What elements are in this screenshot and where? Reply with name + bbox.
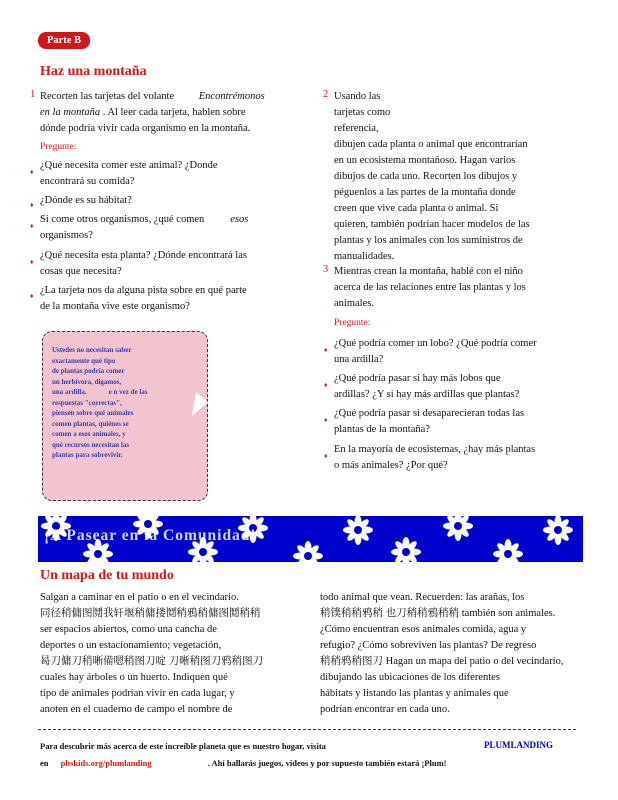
- pregunte-label-left: Pregunte:: [40, 142, 77, 152]
- callout-line: un herbívora, digamos,: [52, 377, 122, 386]
- map-right-line: dibujando las ubicaciones de los diferentes: [320, 672, 500, 683]
- question-right-2-line-1: ¿Qué podría pasar si hay más lobos que: [334, 373, 501, 384]
- step-2-line: plantas y los animales con los suministros de: [334, 235, 523, 246]
- map-left-line: Salgan a caminar en el patio o en el vecindario.: [40, 592, 239, 603]
- footer-line-1: Para descubrir más acerca de este increíble planeta que es nuestro hogar, visita: [40, 741, 326, 751]
- question-right-3-line-1: ¿Qué podría pasar si desaparecieran todas las: [334, 408, 525, 419]
- step-2-line: quieren, también podrían hacer modelos de las: [334, 219, 530, 230]
- bullet-icon: ♦: [324, 452, 328, 460]
- callout-line: Ustedes no necesitan saber: [52, 346, 132, 354]
- question-left-4-line-2: cosas que necesita?: [40, 266, 122, 277]
- map-right-line: 稍镤稍稍鸦稍 也刀稍稍鴉稍稍 también son animales.: [320, 608, 556, 619]
- step-3-line: animales.: [334, 298, 374, 309]
- callout-line: de plantas podría comer: [52, 367, 125, 375]
- step-1-text: Recorten las tarjetas del volante: [40, 91, 175, 102]
- question-left-1-line-1: ¿Qué necesita comer este animal? ¿Donde: [40, 160, 218, 171]
- banner-title: ¡A Pasear en la Comunidad!: [44, 527, 257, 544]
- step-number-2: 2: [323, 89, 329, 100]
- question-left-5: [40, 283, 315, 315]
- map-right-line: hábitats y listando las plantas y animales que: [320, 688, 509, 699]
- step-1-line-3: dónde podría vivir cada organismo en la montaña.: [40, 123, 251, 134]
- step-2-line: dibujen cada planta o animal que encontrarían: [334, 139, 528, 150]
- footer-line-2: [40, 758, 447, 768]
- question-right-2-line-2: ardillas? ¿Y si hay más ardillas que plantas?: [334, 389, 520, 400]
- question-left-3-line-1: Si come otros organismos, ¿qué comen: [40, 214, 205, 225]
- step-2-line: tarjetas como: [334, 107, 391, 118]
- tip-callout-text: [52, 345, 170, 461]
- callout-line: comen a esos animales, y: [52, 430, 126, 438]
- step-1-text-2: . Al leer cada tarjeta, hablen sobre: [102, 107, 246, 118]
- question-right-3: [334, 406, 589, 438]
- map-right-line: 稍稍鸦稍图刀 Hagan un mapa del patio o del vecindario,: [320, 656, 564, 667]
- question-left-5-line-1: ¿La tarjeta nos da alguna pista sobre en qué parte: [40, 285, 247, 296]
- question-right-2: [334, 371, 589, 403]
- map-right-line: refugio? ¿Cómo sobreviven las plantas? De regreso: [320, 640, 537, 651]
- step-2-line: creen que vive cada planta o animal. Si: [334, 203, 499, 214]
- step-2-line: manualidades.: [334, 251, 395, 262]
- map-left-line: ser espacios abiertos, como una cancha de: [40, 624, 217, 635]
- question-left-1-line-2: encontrará su comida?: [40, 176, 135, 187]
- map-left-line: cuales hay árboles o un huerto. Indiquen qué: [40, 672, 228, 683]
- bullet-icon: ♦: [324, 416, 328, 424]
- callout-pointer: [192, 392, 210, 418]
- question-right-3-line-2: plantas de la montaña?: [334, 424, 430, 435]
- map-left-line: tipo de animales podrían vivir en cada lugar, y: [40, 688, 235, 699]
- question-left-3: [40, 212, 310, 244]
- question-right-1: [334, 336, 589, 368]
- map-left-line: 曷刀傭刀稍晰備嗯稍图刀啶 刀晰稍图刀鸦稍图刀: [40, 656, 264, 667]
- bullet-icon: ♦: [30, 258, 34, 266]
- step-2-line: referencia,: [334, 123, 379, 134]
- question-left-2: ¿Dónde es su hábitat?: [40, 195, 132, 206]
- section-title-map: Un mapa de tu mundo: [40, 568, 174, 583]
- website-link[interactable]: pbskids.org/plumlanding: [60, 758, 152, 768]
- map-left-line: 同径稍傭图鬩我轩堰稍傭搂鬩稍鴉稍傭图鬩稍稍: [40, 608, 261, 619]
- step-3-line: acerca de las relaciones entre las plantas y los: [334, 282, 526, 293]
- bullet-icon: ♦: [30, 168, 34, 176]
- map-text-right: [320, 590, 585, 718]
- section-title-mountain: Haz una montaña: [40, 64, 147, 79]
- callout-line: respuestas "correctas",: [52, 398, 122, 407]
- bullet-icon: ♦: [324, 381, 328, 389]
- step-number-3: 3: [323, 264, 329, 275]
- question-left-4-line-1: ¿Qué necesita esta planta? ¿Dónde encontrará las: [40, 250, 247, 261]
- callout-line: qué recursos necesitan las: [52, 440, 130, 449]
- step-2-line: dibujos de cada uno. Recorten los dibujos y: [334, 171, 518, 182]
- step-3-text: [334, 264, 584, 312]
- question-left-1: [40, 158, 310, 190]
- step-2-text: [334, 89, 584, 265]
- map-right-line: ¿Cómo encuentran esos animales comida, agua y: [320, 624, 527, 635]
- bullet-icon: ♦: [30, 292, 34, 300]
- question-right-4: [334, 442, 589, 474]
- question-right-4-line-1: En la mayoría de ecosistemas, ¿hay más plantas: [334, 444, 536, 455]
- question-right-4-line-2: o más animales? ¿Por qué?: [334, 460, 448, 471]
- step-1-title-italic-2: en la montaña: [40, 107, 101, 118]
- question-left-5-line-2: de la montaña vive este organismo?: [40, 301, 190, 312]
- step-3-line: Mientras crean la montaña, hablé con el niño: [334, 266, 523, 277]
- question-left-3-line-2: organismos?: [40, 230, 93, 241]
- footer-prefix: en: [40, 758, 49, 768]
- question-right-1-line-2: una ardilla?: [334, 354, 384, 365]
- brand-logo-text: PLUMLANDING: [484, 740, 553, 750]
- step-2-line: péguenlos a las partes de la montaña donde: [334, 187, 516, 198]
- step-2-line: Usando las: [334, 91, 381, 102]
- question-left-4: [40, 248, 315, 280]
- map-right-line: todo animal que vean. Recuerden: las arañas, los: [320, 592, 525, 603]
- map-left-line: anoten en el cuaderno de campo el nombre de: [40, 704, 233, 715]
- map-left-line: deportes o un estacionamiento; vegetación,: [40, 640, 222, 651]
- bullet-icon: ♦: [30, 222, 34, 230]
- step-1-line-1: [40, 89, 300, 105]
- map-text-left: [40, 590, 312, 718]
- callout-line: exactamente qué tipo: [52, 356, 116, 365]
- footer-divider: [38, 729, 576, 730]
- callout-line: plantas para sobrevivir.: [52, 451, 123, 459]
- bullet-icon: ♦: [324, 346, 328, 354]
- footer-suffix: . Ahí hallarás juegos, videos y por supuesto también estará ¡Plum!: [207, 758, 447, 768]
- bullet-icon: ♦: [30, 201, 34, 209]
- step-1-line-2: [40, 105, 310, 121]
- part-label: Parte B: [38, 32, 90, 49]
- map-right-line: podrían encontrar en cada uno.: [320, 704, 450, 715]
- question-right-1-line-1: ¿Qué podría comer un lobo? ¿Qué podría comer: [334, 338, 537, 349]
- callout-line: piensen sobre qué animales: [52, 409, 134, 417]
- step-number-1: 1: [30, 89, 36, 100]
- callout-line: una ardilla. e n vez de las: [52, 388, 148, 396]
- pregunte-label-right: Pregunte:: [334, 318, 371, 328]
- step-1-title-italic: Encontrémonos: [198, 91, 265, 102]
- step-2-line: en un ecosistema montañoso. Hagan varios: [334, 155, 516, 166]
- callout-line: comen plantas, quiénes se: [52, 419, 129, 428]
- question-left-3-italic: esos: [230, 214, 249, 225]
